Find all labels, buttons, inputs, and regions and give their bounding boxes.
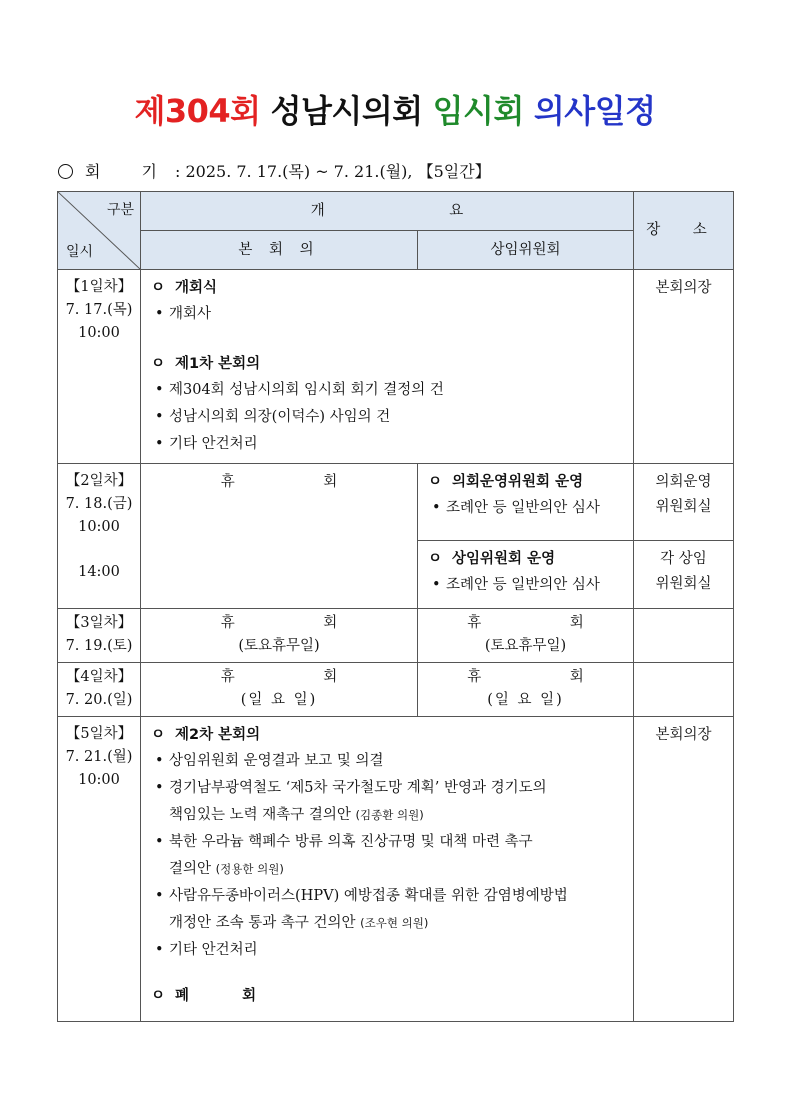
table-row-day2a (58, 464, 734, 541)
day5-place: 본회의장 (634, 717, 734, 1022)
day5-when: 【5일차】 7. 21.(월) 10:00 (58, 717, 141, 1022)
list-item: • 개회사 (151, 301, 629, 328)
list-item: • 기타 안건처리 (151, 937, 629, 964)
list-item: • 성남시의회 의장(이덕수) 사임의 건 (151, 404, 629, 431)
table-row-day1 (58, 270, 734, 464)
period-label: 회 기 (85, 162, 175, 181)
day2-committee2: ㅇ 상임위원회 운영 • 조례안 등 일반의안 심사 (418, 541, 634, 609)
list-item: • 조례안 등 일반의안 심사 (428, 495, 629, 522)
header-ilsi: 일시 (66, 244, 94, 260)
table-row-day4 (58, 663, 734, 717)
day4-when: 【4일차】 7. 20.(일) (58, 663, 141, 717)
header-place: 장 소 (634, 192, 734, 270)
day3-plenary: 휴 회 (토요휴무일) (141, 609, 418, 663)
session-period (58, 159, 491, 182)
list-item: • 제304회 성남시의회 임시회 회기 결정의 건 (151, 377, 629, 404)
table-row-day3 (58, 609, 734, 663)
title-session: 제304회 (134, 92, 261, 130)
table-row-day5 (58, 717, 734, 1022)
title-agenda: 의사일정 (533, 92, 656, 130)
page-title (0, 86, 790, 132)
day5-sec-title: 제2차 본회의 (175, 727, 261, 743)
day2-plenary: 휴 회 (141, 464, 418, 609)
day4-place (634, 663, 734, 717)
list-item: • 상임위원회 운영결과 보고 및 의결 (151, 748, 629, 775)
day1-place: 본회의장 (634, 270, 734, 464)
title-extraordinary: 임시회 (432, 92, 524, 130)
day5-close: 폐 회 (175, 988, 281, 1004)
day5-content: ㅇ 제2차 본회의 • 상임위원회 운영결과 보고 및 의결 • 경기남부광역철도 ‘제5차 국가철도망 계획’ 반영과 경기도의 책임있는 노력 재촉구 결의안 (김종환 의원) • 북한 우라늄 핵폐수 방류 의혹 진상규명 및 대책 마련 촉구 결의안 (정용한 의원) • 사람유두종바이러스(HPV) 예방접종 확대를 위한 감염병예방법 개정안 조속 통과 촉구 건의안 (조우현 의원) • 기타 안건처리 ㅇ 폐 회 (141, 717, 634, 1022)
day1-content: ㅇ 개회식 • 개회사 ㅇ 제1차 본회의 • 제304회 성남시의회 임시회 회기 결정의 건 • 성남시의회 의장(이덕수) 사임의 건 • 기타 안건처리 (141, 270, 634, 464)
day2-when: 【2일차】 7. 18.(금) 10:00 14:00 (58, 464, 141, 609)
day3-committee: 휴 회 (토요휴무일) (418, 609, 634, 663)
header-plenary: 본 회 의 (141, 231, 418, 270)
title-council: 성남시의회 (270, 92, 423, 130)
day3-place (634, 609, 734, 663)
list-item: • 기타 안건처리 (151, 431, 629, 458)
list-item: • 북한 우라늄 핵폐수 방류 의혹 진상규명 및 대책 마련 촉구 결의안 (정용한 의원) (151, 829, 629, 883)
list-item: • 조례안 등 일반의안 심사 (428, 572, 629, 599)
day3-when: 【3일차】 7. 19.(토) (58, 609, 141, 663)
day1-sec1-title: 개회식 (175, 280, 218, 296)
day2-place1: 의회운영 위원회실 (634, 464, 734, 541)
day4-plenary: 휴 회 (일 요 일) (141, 663, 418, 717)
header-gubun: 구분 (106, 202, 134, 218)
list-item: • 경기남부광역철도 ‘제5차 국가철도망 계획’ 반영과 경기도의 책임있는 노력 재촉구 결의안 (김종환 의원) (151, 775, 629, 829)
day2-committee1: ㅇ 의회운영위원회 운영 • 조례안 등 일반의안 심사 (418, 464, 634, 541)
header-diagonal-cell (58, 192, 141, 270)
header-overview: 개 요 (141, 192, 634, 231)
circle-bullet-icon (58, 164, 73, 179)
list-item: • 사람유두종바이러스(HPV) 예방접종 확대를 위한 감염병예방법 개정안 조속 통과 촉구 건의안 (조우현 의원) (151, 883, 629, 937)
day4-committee: 휴 회 (일 요 일) (418, 663, 634, 717)
schedule-table (57, 191, 734, 1022)
day1-sec2-title: 제1차 본회의 (175, 356, 261, 372)
day1-when: 【1일차】 7. 17.(목) 10:00 (58, 270, 141, 464)
day2-place2: 각 상임 위원회실 (634, 541, 734, 609)
header-committee: 상임위원회 (418, 231, 634, 270)
period-value: : 2025. 7. 17.(목) ~ 7. 21.(월), 【5일간】 (175, 162, 491, 181)
